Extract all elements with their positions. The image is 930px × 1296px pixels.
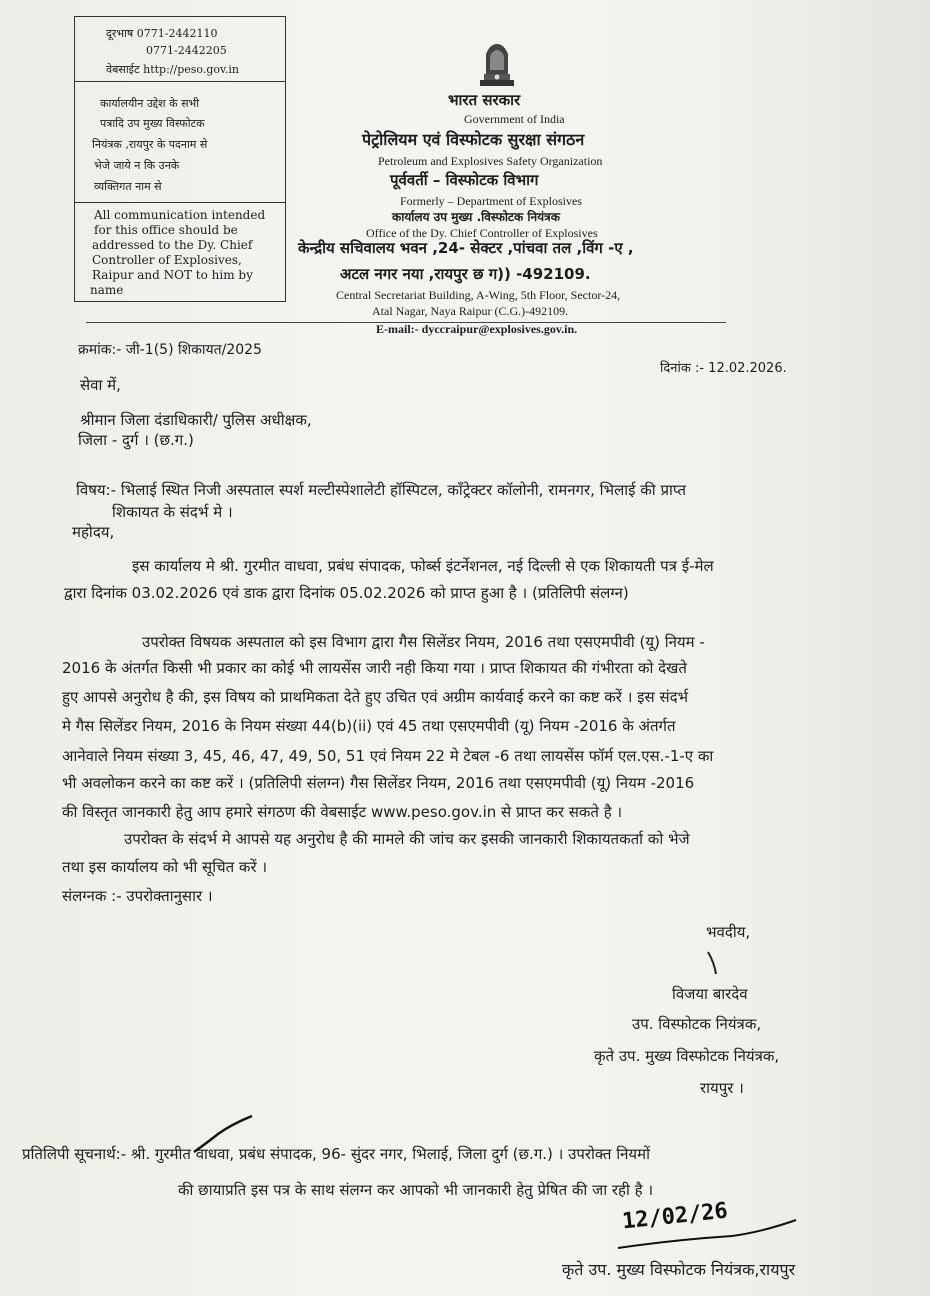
handwritten-tick-icon xyxy=(188,1112,258,1162)
paragraph-1-line: द्वारा दिनांक 03.02.2026 एवं डाक द्वारा दिनांक 05.02.2026 को प्राप्त हुआ है । (प्रतिलिपी संलग्न) xyxy=(64,584,629,602)
org-title-english: Petroleum and Explosives Safety Organization xyxy=(378,154,603,168)
box-hindi-note-line: नियंत्रक ,रायपुर के पदनाम से xyxy=(92,138,208,151)
letter-date: दिनांक :- 12.02.2026. xyxy=(660,361,787,376)
closing-text: भवदीय, xyxy=(706,923,751,941)
phone-number: दूरभाष 0771-2442110 xyxy=(106,27,218,40)
signatory-city: रायपुर । xyxy=(700,1079,744,1097)
paragraph-2-line: की विस्तृत जानकारी हेतु आप हमारे संगठण की वेबसाईट www.peso.gov.in से प्राप्त कर सकते है । xyxy=(62,803,623,821)
office-title-hindi: कार्यालय उप मुख्य .विस्फोटक नियंत्रक xyxy=(392,210,560,224)
enclosure-line: संलग्नक :- उपरोक्तानुसार । xyxy=(62,887,213,905)
copy-to-line: प्रतिलिपी सूचनार्थ:- श्री. गुरमीत वाधवा, प्रबंध संपादक, 96- सुंदर नगर, भिलाई, जिला दुर्ग (छ.ग.) । उपरोक्त नियमों xyxy=(22,1145,650,1163)
salutation: महोदय, xyxy=(72,523,115,541)
signatory-office: कृते उप. मुख्य विस्फोटक नियंत्रक, xyxy=(594,1047,780,1065)
address-hindi-line-2: अटल नगर नया ,रायपुर छ ग)) -492109. xyxy=(340,265,591,283)
addressee-line: सेवा में, xyxy=(80,376,121,394)
box-hindi-note-line: पत्रादि उप मुख्य विस्फोटक xyxy=(100,117,205,130)
final-signatory: कृते उप. मुख्य विस्फोटक नियंत्रक,रायपुर xyxy=(562,1260,796,1279)
box-english-note-line: name xyxy=(90,283,124,297)
paragraph-2-line: उपरोक्त विषयक अस्पताल को इस विभाग द्वारा गैस सिलेंडर नियम, 2016 तथा एसएमपीवी (यू) नियम - xyxy=(142,633,705,651)
paragraph-2-line: आनेवाले नियम संख्या 3, 45, 46, 47, 49, 50, 51 एवं नियम 22 मे टेबल -6 तथा लायसेंस फॉर्म एल.एस.-1-ए का xyxy=(62,747,714,765)
address-english-line-1: Central Secretariat Building, A-Wing, 5th Floor, Sector-24, xyxy=(336,288,621,302)
former-dept-hindi: पूर्ववर्ती – विस्फोटक विभाग xyxy=(390,171,539,189)
signatory-name: विजया बारदेव xyxy=(672,985,748,1003)
address-english-line-2: Atal Nagar, Naya Raipur (C.G.)-492109. xyxy=(372,304,569,318)
paragraph-3-line: उपरोक्त के संदर्भ मे आपसे यह अनुरोध है की मामले की जांच कर इसकी जानकारी शिकायतकर्ता को भेजे xyxy=(124,830,690,848)
signature-stroke-icon xyxy=(700,948,730,978)
addressee-line: श्रीमान जिला दंडाधिकारी/ पुलिस अधीक्षक, xyxy=(80,411,312,429)
handwritten-date: 12/02/26 xyxy=(620,1198,729,1235)
box-english-note-line: for this office should be xyxy=(94,223,238,237)
paragraph-1-line: इस कार्यालय मे श्री. गुरमीत वाधवा, प्रबंध संपादक, फोर्ब्स इंटर्नेशनल, नई दिल्ली से एक शिकायती पत्र ई-मेल xyxy=(132,557,714,575)
paragraph-3-line: तथा इस कार्यालय को भी सूचित करें । xyxy=(62,858,268,876)
reference-number: क्रमांक:- जी-1(5) शिकायत/2025 xyxy=(78,342,262,358)
box-english-note-line: All communication intended xyxy=(94,208,266,222)
handwritten-signature-icon xyxy=(612,1214,802,1254)
address-hindi-line-1: केन्द्रीय सचिवालय भवन ,24- सेक्टर ,पांचवा तल ,विंग -ए , xyxy=(298,239,634,257)
national-emblem-icon xyxy=(474,40,520,88)
former-dept-english: Formerly – Department of Explosives xyxy=(400,194,582,208)
header-divider xyxy=(86,322,726,323)
paragraph-2-line: हुए आपसे अनुरोध है की, इस विषय को प्राथमिकता देते हुए उचित एवं अग्रीम कार्यवाई करने का कष्ट करें । इस संदर्भ xyxy=(62,688,689,706)
signatory-designation: उप. विस्फोटक नियंत्रक, xyxy=(632,1015,762,1033)
gov-title-hindi: भारत सरकार xyxy=(448,91,521,109)
box-hindi-note-line: व्यक्तिगत नाम से xyxy=(94,180,162,193)
email-text: E-mail:- dyccraipur@explosives.gov.in. xyxy=(376,322,578,336)
copy-to-line: की छायाप्रति इस पत्र के साथ संलग्न कर आपको भी जानकारी हेतु प्रेषित की जा रही है । xyxy=(178,1181,654,1199)
box-english-note-line: addressed to the Dy. Chief xyxy=(92,238,253,252)
paragraph-2-line: 2016 के अंतर्गत किसी भी प्रकार का कोई भी लायसेंस जारी नही किया गया । प्राप्त शिकायत की गंभीरता को देखते xyxy=(62,659,687,677)
paragraph-2-line: मे गैस सिलेंडर नियम, 2016 के नियम संख्या 44(b)(ii) एवं 45 तथा एसएमपीवी (यू) नियम -2016 के अंतर्गत xyxy=(62,717,676,735)
box-english-note-line: Controller of Explosives, xyxy=(92,253,242,267)
org-title-hindi: पेट्रोलियम एवं विस्फोटक सुरक्षा संगठन xyxy=(362,130,585,149)
website-text: वेबसाईट http://peso.gov.in xyxy=(106,63,240,76)
box-hindi-note-line: कार्यालयीन उद्देश के सभी xyxy=(100,97,200,110)
phone-number-2: 0771-2442205 xyxy=(146,44,227,57)
gov-title-english: Government of India xyxy=(464,112,565,126)
paragraph-2-line: भी अवलोकन करने का कष्ट करें । (प्रतिलिपी संलग्न) गैस सिलेंडर नियम, 2016 तथा एसएमपीवी (यू) नियम -2016 xyxy=(62,774,695,792)
addressee-line: जिला - दुर्ग । (छ.ग.) xyxy=(78,431,194,449)
box-hindi-note-line: भेजे जाये न कि उनके xyxy=(94,159,180,172)
subject-line: विषय:- भिलाई स्थित निजी अस्पताल स्पर्श मल्टीस्पेशालेटी हॉस्पिटल, कॉंट्रेक्टर कॉलोनी, रामनगर, भिलाई की प्राप्त xyxy=(76,481,687,499)
office-title-english: Office of the Dy. Chief Controller of Explosives xyxy=(366,226,598,240)
subject-line: शिकायत के संदर्भ मे । xyxy=(112,503,233,521)
box-english-note-line: Raipur and NOT to him by xyxy=(92,268,253,282)
